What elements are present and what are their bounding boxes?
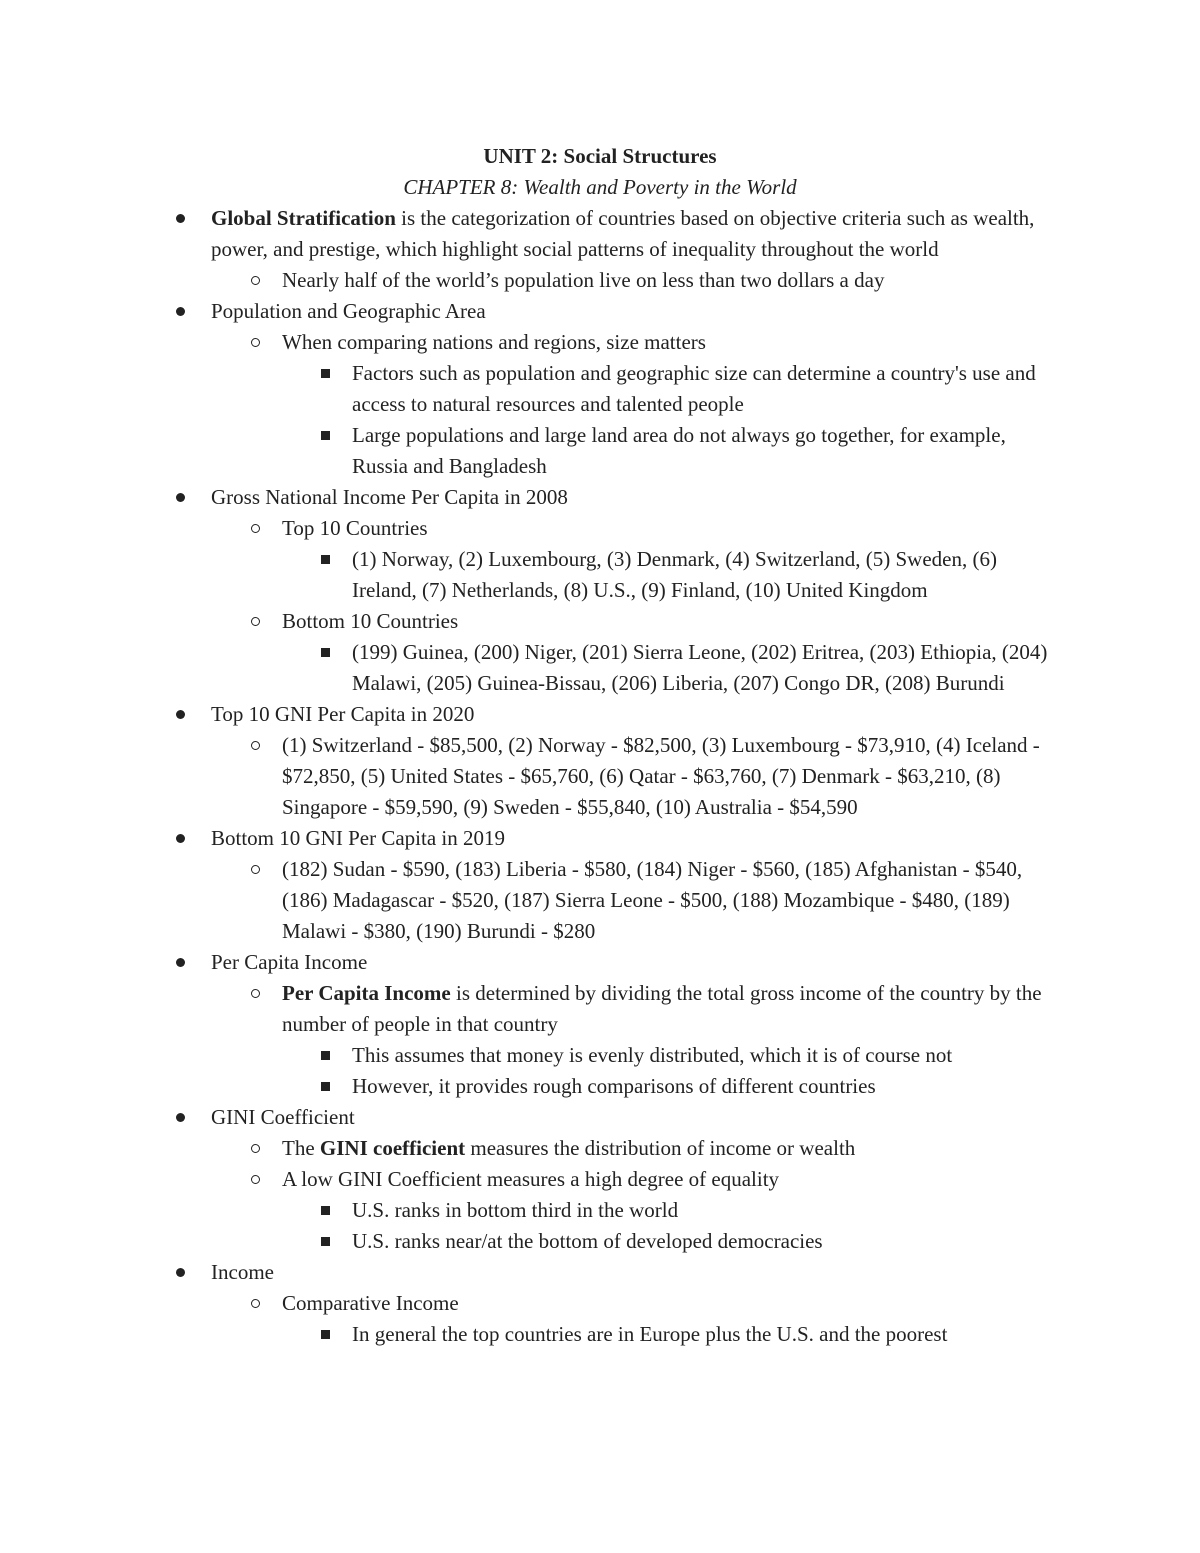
unit-title: UNIT 2: Social Structures (483, 144, 717, 168)
bullet-circle-icon (245, 327, 265, 358)
outline-item-text (282, 733, 1040, 819)
bullet-circle-icon (245, 1164, 265, 1195)
outline-item-level-2 (0, 420, 1062, 482)
bullet-square-icon (315, 544, 335, 575)
outline-item-body: (1) Norway, (2) Luxembourg, (3) Denmark, (4) Switzerland, (5) Sweden, (6) Ireland, (7) Netherlands, (8) U.S., (9) Finland, (10) United Kingdom (352, 547, 997, 602)
outline-item-body: Population and Geographic Area (211, 299, 486, 323)
outline-item-text (211, 485, 568, 509)
outline-item-body: Nearly half of the world’s population live on less than two dollars a day (282, 268, 885, 292)
outline-item-level-0 (0, 823, 1061, 854)
outline-item-text (211, 702, 474, 726)
outline-item-level-2 (0, 1319, 1062, 1350)
outline-item-level-2 (0, 1071, 1062, 1102)
outline-item-text (352, 1074, 876, 1098)
outline-item-text (352, 1229, 823, 1253)
outline-item-text (211, 206, 1034, 261)
outline-item-body: A low GINI Coefficient measures a high degree of equality (282, 1167, 780, 1191)
outline-item-body: GINI Coefficient (211, 1105, 355, 1129)
bullet-square-icon (315, 1319, 335, 1350)
outline-item-text (352, 361, 1036, 416)
bullet-circle-icon (245, 1288, 265, 1319)
outline-item-body: (182) Sudan - $590, (183) Liberia - $580, (184) Niger - $560, (185) Afghanistan - $540, (186) Madagascar - $520, (187) Sierra Leone - $500, (188) Mozambique - $480, (189) Malawi - $380, (190) Burundi - $280 (282, 857, 1023, 943)
outline-item-term: Global Stratification (211, 206, 396, 230)
chapter-subtitle: CHAPTER 8: Wealth and Poverty in the World (403, 175, 797, 199)
outline-item-text (282, 609, 458, 633)
outline-item-body: (1) Switzerland - $85,500, (2) Norway - $82,500, (3) Luxembourg - $73,910, (4) Iceland - $72,850, (5) United States - $65,760, (6) Qatar - $63,760, (7) Denmark - $63,210, (8) Singapore - $59,590, (9) Sweden - $55,840, (10) Australia - $54,590 (282, 733, 1040, 819)
outline-item-level-1 (0, 327, 1062, 358)
outline-item-level-0 (0, 699, 1061, 730)
outline-item-level-2 (0, 358, 1062, 420)
outline-item-text (282, 981, 1042, 1036)
outline-item-body: is the categorization of countries based on objective criteria such as wealth, power, and prestige, which highlight social patterns of inequality throughout the world (211, 206, 1035, 261)
outline-item-level-2 (0, 637, 1062, 699)
bullet-dot-icon (170, 1102, 190, 1133)
outline-item-body: In general the top countries are in Europe plus the U.S. and the poorest (352, 1322, 948, 1346)
outline-item-level-0 (0, 482, 1061, 513)
outline-item-level-1 (0, 854, 1062, 947)
outline-item-text (211, 1105, 355, 1129)
outline-item-level-1 (0, 265, 1062, 296)
outline-item-level-0 (0, 1257, 1061, 1288)
bullet-dot-icon (170, 296, 190, 327)
bullet-circle-icon (245, 854, 265, 885)
bullet-dot-icon (170, 947, 190, 978)
outline-item-text (352, 1043, 952, 1067)
outline-item-text (282, 857, 1022, 943)
bullet-square-icon (315, 420, 335, 451)
outline-item-body: However, it provides rough comparisons of different countries (352, 1074, 876, 1098)
bullet-dot-icon (170, 482, 190, 513)
outline-item-prefix: The (282, 1136, 320, 1160)
outline-item-body: Top 10 GNI Per Capita in 2020 (211, 702, 475, 726)
outline-item-body: U.S. ranks near/at the bottom of developed democracies (352, 1229, 823, 1253)
outline-item-text (282, 1167, 779, 1191)
outline-item-text (282, 516, 428, 540)
outline-item-text (282, 1136, 855, 1160)
outline-item-text (211, 299, 486, 323)
outline-item-level-1 (0, 1133, 1062, 1164)
bullet-circle-icon (245, 1133, 265, 1164)
outline-item-level-0 (0, 947, 1061, 978)
bullet-square-icon (315, 637, 335, 668)
outline-item-body: Comparative Income (282, 1291, 459, 1315)
outline-item-level-2 (0, 1040, 1062, 1071)
bullet-square-icon (315, 1195, 335, 1226)
outline-item-text (282, 268, 884, 292)
bullet-dot-icon (170, 203, 190, 234)
outline-item-text (282, 1291, 459, 1315)
outline-item-body: This assumes that money is evenly distributed, which it is of course not (352, 1043, 953, 1067)
outline-item-body: is determined by dividing the total gross income of the country by the number of people in that country (282, 981, 1042, 1036)
outline-item-body: Bottom 10 GNI Per Capita in 2019 (211, 826, 505, 850)
outline-item-body: Factors such as population and geographic size can determine a country's use and access to natural resources and talented people (352, 361, 1036, 416)
notes-outline (0, 203, 1200, 1350)
outline-item-term: GINI coefficient (319, 1136, 466, 1160)
outline-item-body: Per Capita Income (211, 950, 368, 974)
outline-item-level-2 (0, 1195, 1062, 1226)
bullet-dot-icon (170, 823, 190, 854)
outline-item-level-1 (0, 513, 1062, 544)
outline-item-text (211, 826, 505, 850)
outline-item-body: Gross National Income Per Capita in 2008 (211, 485, 568, 509)
outline-item-level-1 (0, 1164, 1062, 1195)
outline-item-level-1 (0, 1288, 1062, 1319)
outline-item-level-2 (0, 544, 1062, 606)
outline-item-text (352, 423, 1006, 478)
bullet-square-icon (315, 1071, 335, 1102)
bullet-circle-icon (245, 265, 265, 296)
bullet-dot-icon (170, 699, 190, 730)
outline-item-body: When comparing nations and regions, size matters (282, 330, 706, 354)
bullet-circle-icon (245, 606, 265, 637)
outline-item-level-1 (0, 606, 1062, 637)
bullet-square-icon (315, 1226, 335, 1257)
outline-item-body: (199) Guinea, (200) Niger, (201) Sierra Leone, (202) Eritrea, (203) Ethiopia, (204) Malawi, (205) Guinea-Bissau, (206) Liberia, (207) Congo DR, (208) Burundi (352, 640, 1048, 695)
outline-item-level-0 (0, 1102, 1061, 1133)
outline-item-text (282, 330, 706, 354)
outline-item-body: measures the distribution of income or wealth (465, 1136, 856, 1160)
outline-item-body: Bottom 10 Countries (282, 609, 459, 633)
outline-item-level-1 (0, 730, 1062, 823)
bullet-square-icon (315, 1040, 335, 1071)
outline-item-text (211, 1260, 274, 1284)
bullet-dot-icon (170, 1257, 190, 1288)
outline-item-text (211, 950, 367, 974)
outline-item-text (352, 640, 1047, 695)
outline-item-level-0 (0, 203, 1061, 265)
outline-item-text (352, 1198, 678, 1222)
outline-item-text (352, 547, 997, 602)
outline-item-level-0 (0, 296, 1061, 327)
outline-item-body: Income (211, 1260, 274, 1284)
outline-item-body: Top 10 Countries (282, 516, 428, 540)
bullet-circle-icon (245, 730, 265, 761)
outline-item-body: Large populations and large land area do not always go together, for example, Russia and Bangladesh (352, 423, 1006, 478)
bullet-circle-icon (245, 978, 265, 1009)
bullet-circle-icon (245, 513, 265, 544)
outline-item-term: Per Capita Income (282, 981, 451, 1005)
outline-item-text (352, 1322, 947, 1346)
outline-item-level-2 (0, 1226, 1062, 1257)
bullet-square-icon (315, 358, 335, 389)
outline-item-level-1 (0, 978, 1062, 1040)
outline-item-body: U.S. ranks in bottom third in the world (352, 1198, 679, 1222)
